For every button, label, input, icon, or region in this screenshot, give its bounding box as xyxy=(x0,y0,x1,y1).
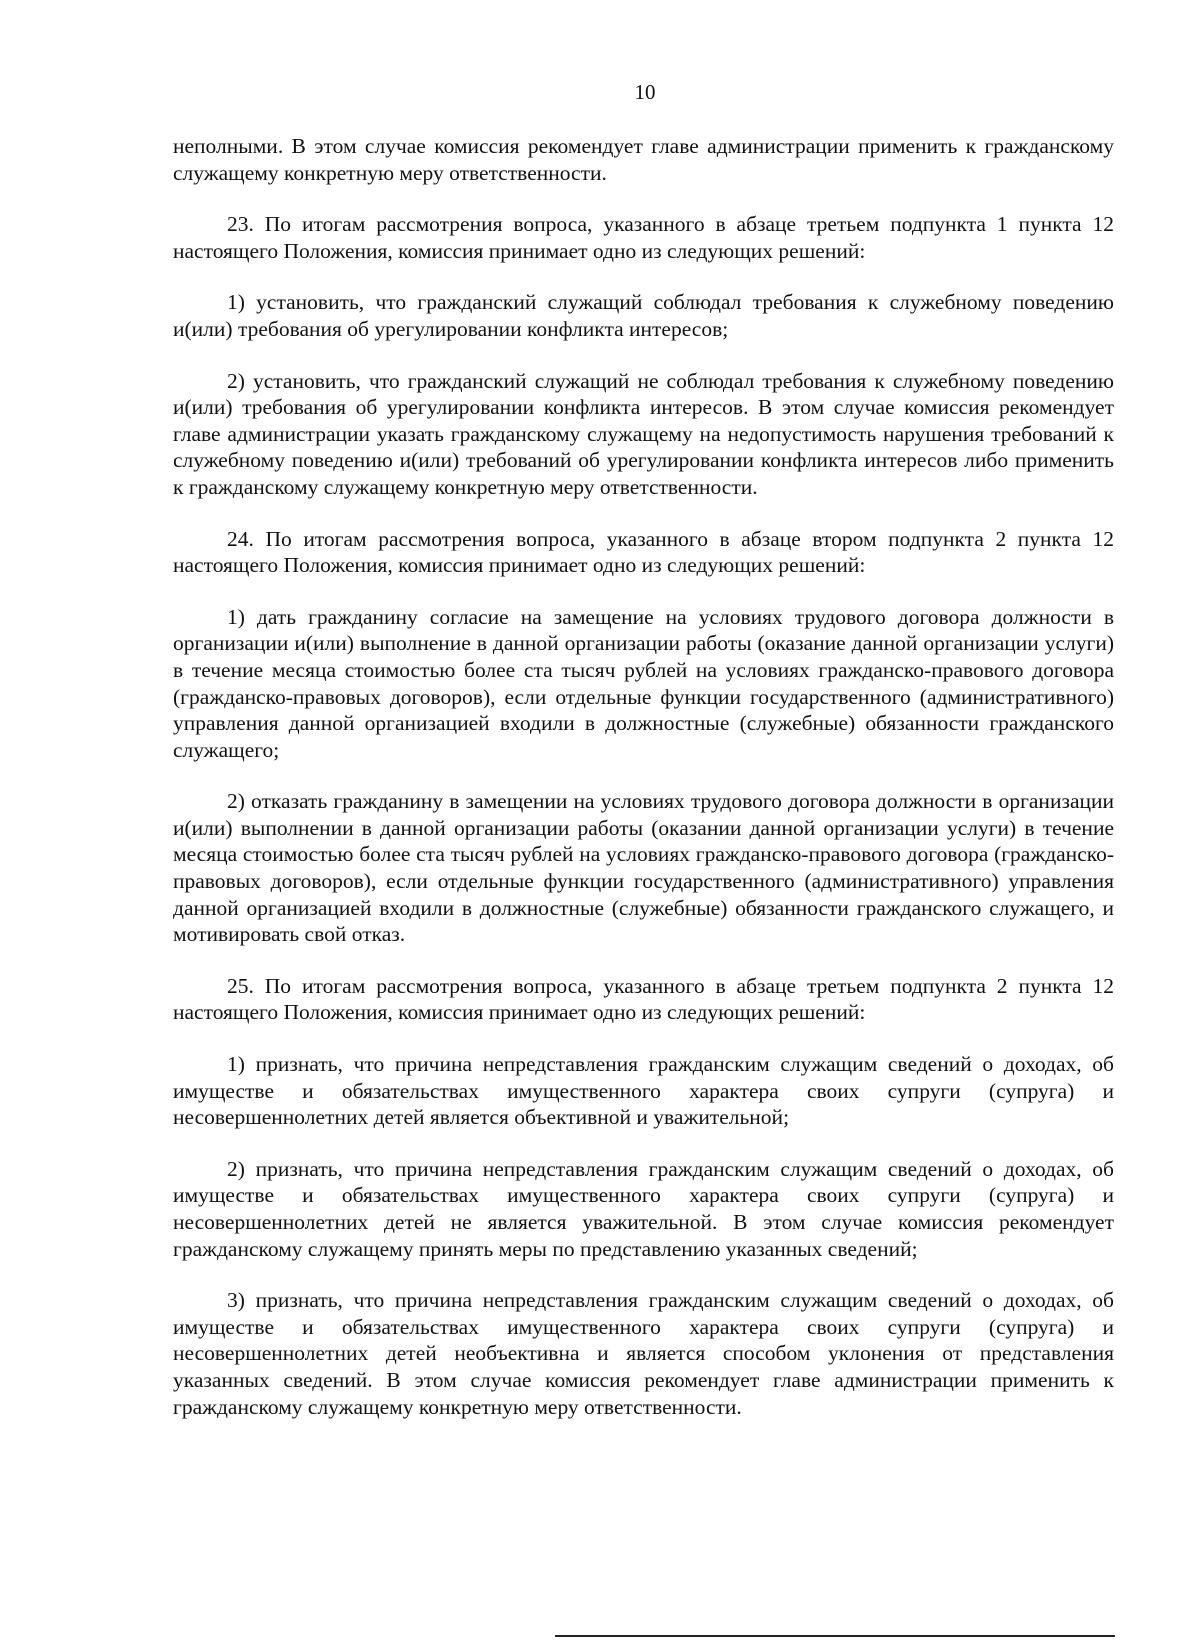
paragraph-item-24-1: 1) дать гражданину согласие на замещение на условиях трудового договора должности в организации и(или) выполнение в данной организации работы (оказание данной организации услуги) в течение месяца стоимостью более ста тысяч рублей на условиях гражданско-правового договора (гражданско-правовых договоров), если отдельные функции государственного (административного) управления данной организацией входили в должностные (служебные) обязанности гражданского служащего; xyxy=(173,604,1114,762)
scan-edge-line xyxy=(555,1635,1115,1637)
paragraph-item-25-3: 3) признать, что причина непредставления гражданским служащим сведений о доходах, об имуществе и обязательствах имущественного характера своих супруги (супруга) и несовершеннолетних детей необъективна и является способом уклонения от представления указанных сведений. В этом случае комиссия рекомендует главе администрации применить к гражданскому служащему конкретную меру ответственности. xyxy=(173,1288,1114,1419)
paragraph-item-23: 23. По итогам рассмотрения вопроса, указанного в абзаце третьем подпункта 1 пункта 12 настоящего Положения, комиссия принимает одно из следующих решений: xyxy=(173,212,1114,263)
paragraph-item-23-2: 2) установить, что гражданский служащий не соблюдал требования к служебному поведению и(или) требования об урегулировании конфликта интересов. В этом случае комиссия рекомендует главе администрации указать гражданскому служащему на недопустимость нарушения требований к служебному поведению и(или) требований об урегулировании конфликта интересов либо применить к гражданскому служащему конкретную меру ответственности. xyxy=(173,368,1114,499)
paragraph-item-24-2: 2) отказать гражданину в замещении на условиях трудового договора должности в организации и(или) выполнении в данной организации работы (оказании данной организации услуги) в течение месяца стоимостью более ста тысяч рублей на условиях гражданско-правового договора (гражданско-правовых договоров), если отдельные функции государственного (административного) управления данной организацией входили в должностные (служебные) обязанности гражданского служащего, и мотивировать свой отказ. xyxy=(173,789,1114,947)
paragraph-item-23-1: 1) установить, что гражданский служащий соблюдал требования к служебному поведению и(или) требования об урегулировании конфликта интересов; xyxy=(173,290,1114,341)
document-body xyxy=(173,133,1114,1445)
paragraph-continuation: неполными. В этом случае комиссия рекомендует главе администрации применить к гражданскому служащему конкретную меру ответственности. xyxy=(173,134,1114,185)
paragraph-item-25-2: 2) признать, что причина непредставления гражданским служащим сведений о доходах, об имуществе и обязательствах имущественного характера своих супруги (супруга) и несовершеннолетних детей не является уважительной. В этом случае комиссия рекомендует гражданскому служащему принять меры по представлению указанных сведений; xyxy=(173,1156,1114,1261)
page-number: 10 xyxy=(634,80,656,104)
paragraph-item-24: 24. По итогам рассмотрения вопроса, указанного в абзаце втором подпункта 2 пункта 12 настоящего Положения, комиссия принимает одно из следующих решений: xyxy=(173,526,1114,578)
paragraph-item-25: 25. По итогам рассмотрения вопроса, указанного в абзаце третьем подпункта 2 пункта 12 настоящего Положения, комиссия принимает одно из следующих решений: xyxy=(173,973,1114,1025)
paragraph-item-25-1: 1) признать, что причина непредставления гражданским служащим сведений о доходах, об имуществе и обязательствах имущественного характера своих супруги (супруга) и несовершеннолетних детей является объективной и уважительной; xyxy=(173,1052,1114,1130)
